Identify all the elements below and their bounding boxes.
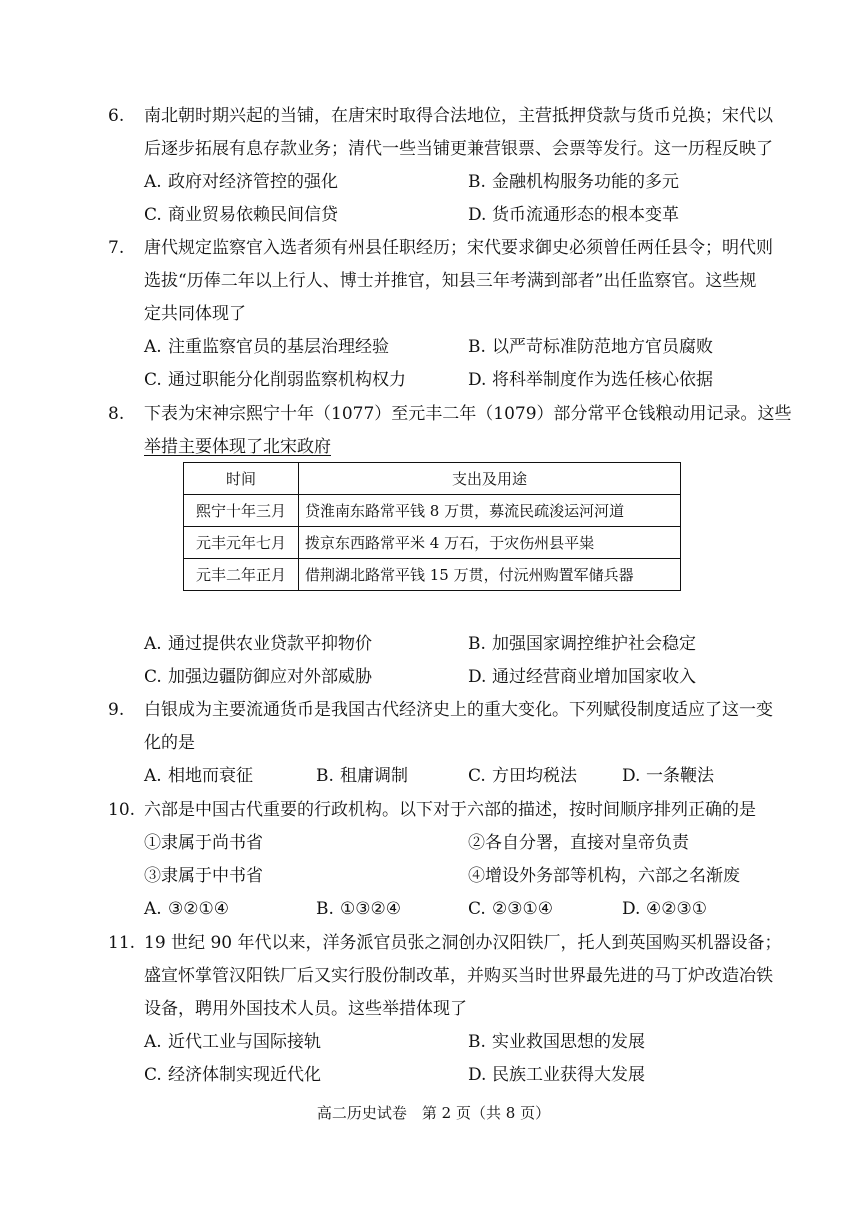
table-cell: 贷淮南东路常平钱 8 万贯，募流民疏浚运河河道 bbox=[299, 495, 681, 527]
question-text: 六部是中国古代重要的行政机构。以下对于六部的描述，按时间顺序排列正确的是 bbox=[144, 800, 756, 820]
table-cell: 借荆湖北路常平钱 15 万贯，付沅州购置军储兵器 bbox=[299, 559, 681, 591]
option-d[interactable]: D. 一条鞭法 bbox=[622, 766, 714, 786]
question-6 bbox=[108, 100, 773, 232]
question-number: 6. bbox=[108, 106, 125, 126]
question-8 bbox=[108, 398, 792, 464]
option-a[interactable]: A. 政府对经济管控的强化 bbox=[144, 172, 338, 192]
question-text: 举措主要体现了北宋政府 bbox=[144, 437, 331, 457]
table-row bbox=[184, 495, 681, 527]
options-row bbox=[108, 1026, 768, 1059]
question-text: 盛宣怀掌管汉阳铁厂后又实行股份制改革，并购买当时世界最先进的马丁炉改造冶铁 bbox=[144, 966, 773, 986]
option-b[interactable]: B. 加强国家调控维护社会稳定 bbox=[468, 634, 696, 654]
table-header-row bbox=[184, 463, 681, 495]
options-row bbox=[108, 1059, 768, 1092]
table-cell: 元丰元年七月 bbox=[184, 527, 299, 559]
option-b[interactable]: B. 以严苛标准防范地方官员腐败 bbox=[468, 337, 713, 357]
option-a[interactable]: A. 近代工业与国际接轨 bbox=[144, 1032, 321, 1052]
question-8-options bbox=[108, 628, 768, 694]
options-row bbox=[108, 628, 768, 661]
statements-row bbox=[108, 827, 768, 860]
question-9 bbox=[108, 694, 773, 793]
options-row bbox=[108, 364, 768, 397]
option-a[interactable]: A. 相地而衰征 bbox=[144, 766, 253, 786]
table-row bbox=[184, 559, 681, 591]
statement-3: ③隶属于中书省 bbox=[144, 866, 263, 886]
statement-4: ④增设外务部等机构，六部之名渐废 bbox=[468, 866, 740, 886]
option-c[interactable]: C. 方田均税法 bbox=[468, 766, 577, 786]
page-footer: 高二历史试卷 第 2 页（共 8 页） bbox=[316, 1104, 551, 1122]
option-d[interactable]: D. 通过经营商业增加国家收入 bbox=[468, 667, 696, 687]
question-10 bbox=[108, 794, 768, 926]
statements-row bbox=[108, 860, 768, 893]
option-a[interactable]: A. ③②①④ bbox=[144, 899, 229, 919]
question-11 bbox=[108, 927, 782, 1092]
record-table bbox=[183, 462, 681, 591]
question-text: 南北朝时期兴起的当铺，在唐宋时取得合法地位，主营抵押贷款与货币兑换；宋代以 bbox=[144, 106, 773, 126]
options-row bbox=[108, 893, 768, 926]
option-b[interactable]: B. 实业救国思想的发展 bbox=[468, 1032, 645, 1052]
options-row bbox=[108, 199, 768, 232]
options-row bbox=[108, 166, 768, 199]
question-text: 定共同体现了 bbox=[144, 304, 246, 324]
question-number: 11. bbox=[108, 933, 136, 953]
option-d[interactable]: D. 货币流通形态的根本变革 bbox=[468, 205, 679, 225]
option-c[interactable]: C. 经济体制实现近代化 bbox=[144, 1065, 321, 1085]
question-number: 8. bbox=[108, 404, 125, 424]
statement-1: ①隶属于尚书省 bbox=[144, 833, 263, 853]
question-number: 9. bbox=[108, 700, 125, 720]
question-text: 化的是 bbox=[144, 733, 195, 753]
table-cell: 拨京东西路常平米 4 万石，于灾伤州县平粜 bbox=[299, 527, 681, 559]
option-d[interactable]: D. ④②③① bbox=[622, 899, 707, 919]
question-7 bbox=[108, 232, 773, 397]
option-a[interactable]: A. 注重监察官员的基层治理经验 bbox=[144, 337, 389, 357]
option-c[interactable]: C. 通过职能分化削弱监察机构权力 bbox=[144, 370, 406, 390]
question-text: 下表为宋神宗熙宁十年（1077）至元丰二年（1079）部分常平仓钱粮动用记录。这些 bbox=[144, 404, 792, 424]
question-number: 10. bbox=[108, 800, 136, 820]
option-b[interactable]: B. 金融机构服务功能的多元 bbox=[468, 172, 679, 192]
options-row bbox=[108, 331, 768, 364]
option-b[interactable]: B. 租庸调制 bbox=[316, 766, 408, 786]
option-d[interactable]: D. 民族工业获得大发展 bbox=[468, 1065, 645, 1085]
option-b[interactable]: B. ①③②④ bbox=[316, 899, 401, 919]
option-c[interactable]: C. 商业贸易依赖民间信贷 bbox=[144, 205, 338, 225]
option-c[interactable]: C. 加强边疆防御应对外部威胁 bbox=[144, 667, 372, 687]
statement-2: ②各自分署，直接对皇帝负责 bbox=[468, 833, 689, 853]
options-row bbox=[108, 661, 768, 694]
question-text: 选拔“历俸二年以上行人、博士并推官，知县三年考满到部者”出任监察官。这些规 bbox=[144, 271, 757, 291]
question-number: 7. bbox=[108, 238, 125, 258]
table-row bbox=[184, 527, 681, 559]
table-header: 时间 bbox=[184, 463, 299, 495]
options-row bbox=[108, 760, 768, 793]
question-text: 19 世纪 90 年代以来，洋务派官员张之洞创办汉阳铁厂，托人到英国购买机器设备； bbox=[144, 933, 782, 953]
option-c[interactable]: C. ②③①④ bbox=[468, 899, 553, 919]
table-cell: 熙宁十年三月 bbox=[184, 495, 299, 527]
question-text: 白银成为主要流通货币是我国古代经济史上的重大变化。下列赋役制度适应了这一变 bbox=[144, 700, 773, 720]
question-text: 设备，聘用外国技术人员。这些举措体现了 bbox=[144, 999, 467, 1019]
table-cell: 元丰二年正月 bbox=[184, 559, 299, 591]
table-header: 支出及用途 bbox=[299, 463, 681, 495]
question-text: 唐代规定监察官入选者须有州县任职经历；宋代要求御史必须曾任两任县令；明代则 bbox=[144, 238, 773, 258]
option-a[interactable]: A. 通过提供农业贷款平抑物价 bbox=[144, 634, 372, 654]
option-d[interactable]: D. 将科举制度作为选任核心依据 bbox=[468, 370, 713, 390]
question-text: 后逐步拓展有息存款业务；清代一些当铺更兼营银票、会票等发行。这一历程反映了 bbox=[144, 139, 773, 159]
